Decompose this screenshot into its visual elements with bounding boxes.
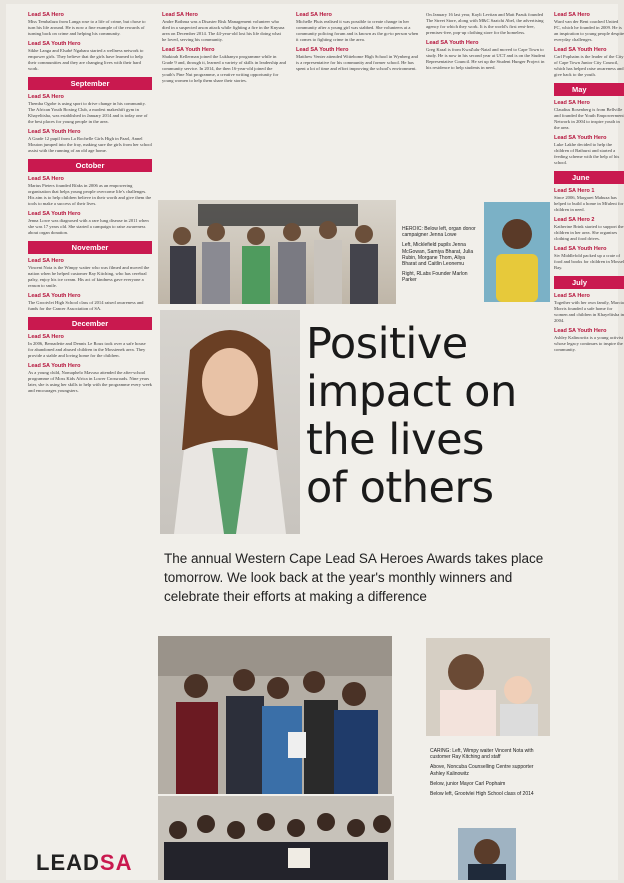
item-text: Michelle Pluis realised it was possible to create change in her community after a young girl was stabbed. She volunteers at a community policing forum and is known as the go-to person when it comes to fighting crime in the area. [296, 19, 419, 42]
caption-top [402, 226, 480, 284]
month-bar-october: October [28, 159, 152, 172]
caption-line: CARING: Left, Wimpy waiter Vincent Nota with customer Ray Kitching and staff [430, 748, 534, 761]
item-label: Lead SA Youth Hero [28, 293, 81, 299]
item-label: Lead SA Youth Hero [426, 40, 479, 46]
item-label: Lead SA Hero [554, 293, 590, 299]
item-label: Lead SA Hero [28, 12, 64, 18]
item-text: Together with her own family, Marcia Morris founded a safe home for women and children in Khayelitsha in 2004. [554, 300, 624, 323]
caption-bottom [430, 748, 548, 797]
group-photo-pupils-illustration [158, 200, 396, 304]
photo-rlabs-founder-illustration [484, 202, 550, 302]
item-label: Lead SA Youth Hero [554, 47, 607, 53]
item-label: Lead SA Hero [28, 176, 64, 182]
item-text: Andre Bothma was a Disaster Risk Management volunteer who died in a suspected arson attack while fighting a fire in the Knysna area on December 2014. The 44-year-old lost his life doing what he loved, serving his community. [162, 19, 285, 42]
item-text: Ashley Kalinowitz is a young activist whose legacy continues to inspire the community. [554, 335, 624, 352]
column-left [28, 10, 152, 398]
month-bar-july: July [554, 276, 624, 289]
item-text: Since 2006, Margaret Mabuza has helped to build a home in Mfuleni for children in need. [554, 195, 624, 212]
item-text: Marius Pieters founded Bfaks in 2006 as an empowering organisation that helps young people overcome life's challenges. His aim is to help children believe in their worth and give them the tools to make a success of their lives. [28, 183, 152, 206]
photo-counselling-centre-illustration [426, 638, 550, 736]
caption-line: Right, RLabs Founder Marlon Parker [402, 271, 468, 284]
item-text: Matthew Venter attended Wittebome High School in Wynberg and is a representative for his community and former school. He has spent a lot of time and effort improving the school's environment. [296, 54, 418, 71]
standfirst: The annual Western Cape Lead SA Heroes Awards takes place tomorrow. We look back at the year's monthly winners and celebrate their efforts at making a difference [164, 551, 544, 604]
portrait-illustration [160, 310, 300, 534]
photo-junior-mayor [458, 828, 516, 880]
month-bar-may: May [554, 83, 624, 96]
item-label: Lead SA Youth Hero [28, 211, 81, 217]
item-text: Jenna Lowe was diagnosed with a rare lung disease in 2011 when she was 17 years old. She started a campaign to raise awareness about organ donation. [28, 218, 149, 235]
item-label: Lead SA Hero [162, 12, 198, 18]
item-label: Lead SA Hero 2 [554, 217, 595, 223]
headline-line-4: of others [306, 463, 494, 513]
item-text: In 2006, Bernadette and Dennis Le Roux took over a safe house for abandoned and abused children in the Mossienek area. They provide a stable and loving home for the children. [28, 341, 146, 358]
item-label: Lead SA Youth Hero [296, 47, 349, 53]
photo-wimpy-staff [158, 636, 392, 794]
caption-line: Below, junior Mayor Carl Pophaim [430, 780, 506, 787]
item-text: Carl Pophaim is the leader of the City of Cape Town Junior City Council, which has helped raise awareness and give back to the youth. [554, 54, 624, 77]
headline-line-3: the lives [306, 415, 484, 465]
item-label: Lead SA Youth Hero [28, 41, 81, 47]
month-bar-september: September [28, 77, 152, 90]
month-bar-november: November [28, 241, 152, 254]
item-label: Lead SA Hero 1 [554, 188, 595, 194]
item-label: Lead SA Hero [554, 12, 590, 18]
item-text: Siv Middlefold packed up a crate of food and books for children in Mossel Bay. [554, 253, 624, 270]
item-text: Themba Ogobe is using sport to drive change in his community. The African Youth Boxing Club, a modest makeshift gym in Khayelitsha, was established in January 2014 and is today one of the best places for young people in the area. [28, 101, 148, 124]
photo-rlabs-founder [484, 202, 550, 302]
item-text: A Grade 12 pupil from La Rochelle Girls High in Paarl, Annel Mouton jumped into the fray, making sure the girls from her school assist with the running of an old age home. [28, 136, 152, 153]
photo-junior-mayor-illustration [458, 828, 516, 880]
newspaper-page [6, 4, 624, 880]
item-text: Shakirah Kellerman joined the Lukhanyo programme while in Grade 9 and, through it, learned a variety of skills in leadership and community service. In 2014, the then 16-year-old joined the youth's Pine Nut programme, a creative writing opportunity for young women to help them share their stories. [162, 54, 286, 83]
item-text: Ward van der Bent coached United FC, which he founded in 2009. He is an inspiration to young people despite everyday challenges. [554, 19, 624, 42]
item-label: Lead SA Youth Hero [28, 129, 81, 135]
headline-line-1: Positive [306, 319, 468, 369]
caption-line: Left, Micklefield pupils Jenna McGowan, Samiya Bharat, Julia Rubin, Morgane Thom, Aliya Bharat and Caitlin Leonemu [402, 242, 474, 268]
item-text: Vincent Nota is the Wimpy waiter who was filmed and moved the nation when he helped customer Ray Kitching, who has cerebral palsy, enjoy his ice cream. His act of kindness gave everyone a reason to smile. [28, 265, 150, 288]
item-text: Greg Kraal is from KwaZulu-Natal and moved to Cape Town to study. He is now in his second year at UCT and is on the Student Representative Council. He set up the Student Hunger Project in his residence to help students in need. [426, 47, 546, 70]
item-text: The Grootvlei High School class of 2014 raised awareness and funds for the Cancer Association of SA. [28, 300, 144, 311]
item-text: As a young child, Nomaphelo Mavuso attended the after-school programme of Moss Kids Africa in Lower Crossroads. Nine years later, she is using her skills to help with the programme every week and encourages youngsters. [28, 370, 152, 393]
item-label: Lead SA Youth Hero [554, 135, 607, 141]
month-bar-december: December [28, 317, 152, 330]
headline [306, 320, 556, 512]
item-text: Katherine Brink started to support the children in her area. She organises clothing and food drives. [554, 224, 624, 241]
col1-top-item-0 [28, 12, 152, 37]
item-text: Miss Tembalaza from Langa rose to a life of crime, but chose to turn his life around. He is now a fine example of the rewards of turning back on crime and helping his community. [28, 19, 146, 36]
logo-part-lead: LEAD [36, 850, 100, 875]
column-top-4 [426, 10, 548, 75]
item-label: Lead SA Hero [296, 12, 332, 18]
item-label: Lead SA Youth Hero [162, 47, 215, 53]
col1-top-item-1 [28, 41, 152, 72]
item-text: Luke Lakhe decided to help the children of Bathurst and started a feeding scheme with the help of his school. [554, 142, 620, 165]
logo-part-sa: SA [99, 850, 133, 875]
photo-grootvlei-class-illustration [158, 796, 394, 880]
item-label: Lead SA Hero [28, 334, 64, 340]
headline-line-2: impact on [306, 367, 517, 417]
item-label: Lead SA Youth Hero [554, 246, 607, 252]
month-bar-june: June [554, 171, 624, 184]
item-text: On January 16 last year, Kayli Levitan and Matt Pazuk founded The Street Store, along with M&C Saatchi Abel, the advertising agency for which they work. It is the world's first rent-free, premises-free, pop-up clothing store for the homeless. [426, 12, 544, 35]
caption-line: HEROIC: Below left, organ donor campaigner Jenna Lowe [402, 226, 476, 239]
portrait-jenna-lowe [160, 310, 300, 534]
column-top-3 [296, 10, 420, 76]
caption-line: Below left, Grootvlei High School class of 2014 [430, 791, 534, 798]
photo-grootvlei-class [158, 796, 394, 880]
item-label: Lead SA Hero [554, 100, 590, 106]
caption-line: Above, Noncuba Counselling Centre supporter Ashley Kalinowitz [430, 764, 534, 777]
column-top-2 [162, 10, 286, 88]
leadsa-logo [36, 850, 132, 876]
item-label: Lead SA Hero [28, 94, 64, 100]
photo-counselling-centre [426, 638, 550, 736]
item-text: Sikhe Langa and Elsabé Ngabara started a wellness network to empower girls. They believe that the girls have learned to help their communities and they are changing lives with their hard work. [28, 48, 144, 71]
group-photo-pupils [158, 200, 396, 304]
item-label: Lead SA Youth Hero [554, 328, 607, 334]
item-label: Lead SA Hero [28, 258, 64, 264]
item-text: Claudius Rosenberg is from Bellville and founded the Youth Empowerment Network in 2004 to inspire youth in the area. [554, 107, 624, 130]
photo-wimpy-staff-illustration [158, 636, 392, 794]
item-label: Lead SA Youth Hero [28, 363, 81, 369]
column-right [554, 10, 624, 866]
